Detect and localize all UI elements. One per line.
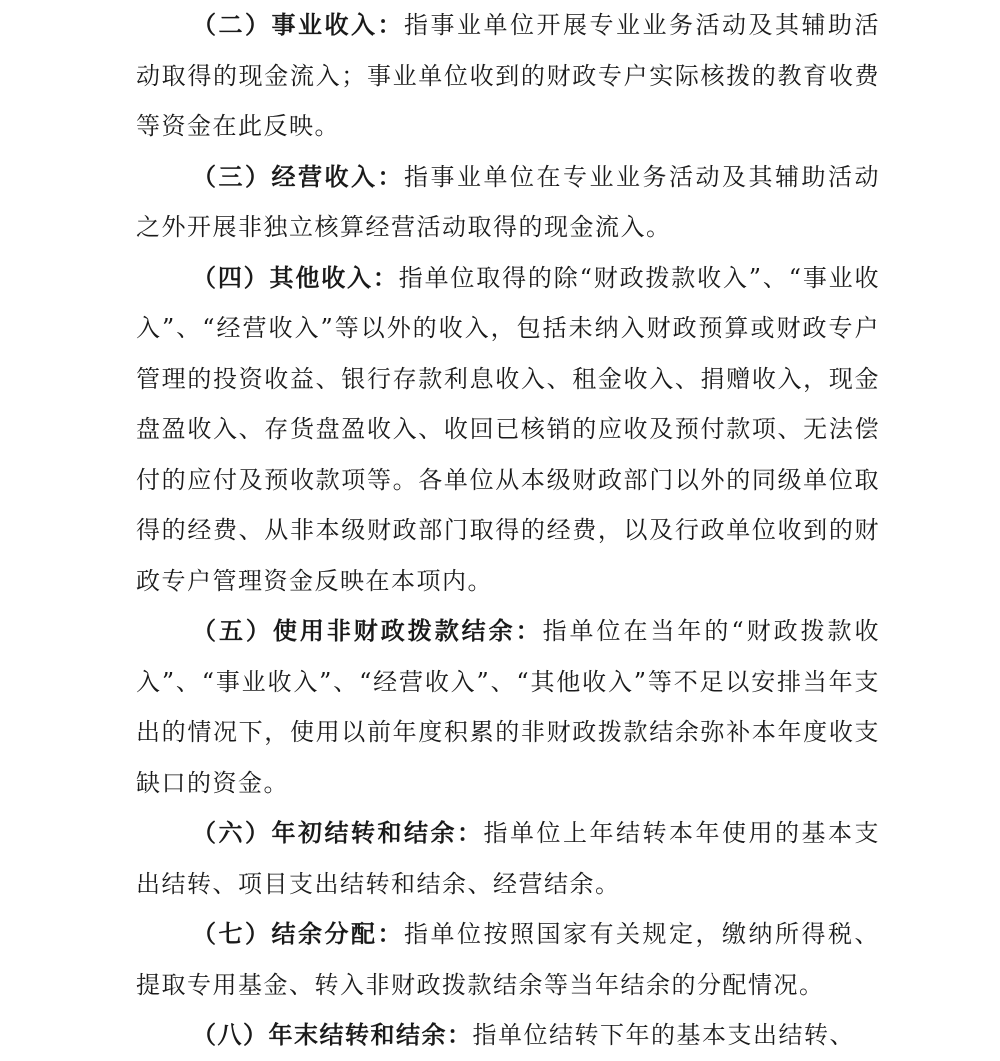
paragraph-heading: （八）年末结转和结余： xyxy=(192,1021,473,1049)
paragraph-heading: （三）经营收入： xyxy=(192,162,404,191)
document-page xyxy=(136,0,880,1061)
paragraph-heading: （五）使用非财政拨款结余： xyxy=(192,617,543,645)
paragraph-operating-income xyxy=(136,152,880,253)
paragraph-heading: （六）年初结转和结余： xyxy=(192,819,484,847)
paragraph-body: 指单位按照国家有关规定，缴纳所得税、提取专用基金、转入非财政拨款结余等当年结余的分配情况。 xyxy=(136,920,880,999)
paragraph-heading: （七）结余分配： xyxy=(192,920,404,948)
paragraph-closing-balance xyxy=(136,1010,880,1061)
paragraph-body: 指事业单位开展专业业务活动及其辅助活动取得的现金流入；事业单位收到的财政专户实际核拨的教育收费等资金在此反映。 xyxy=(136,11,880,140)
paragraph-heading: （二）事业收入： xyxy=(192,11,404,39)
paragraph-body: 指单位上年结转本年使用的基本支出结转、项目支出结转和结余、经营结余。 xyxy=(136,819,880,898)
paragraph-non-fiscal-balance xyxy=(136,606,880,808)
paragraph-body: 指单位取得的除“财政拨款收入”、“事业收入”、“经营收入”等以外的收入，包括未纳入财政预算或财政专户管理的投资收益、银行存款利息收入、租金收入、捐赠收入，现金盘盈收入、存货盘盈收入、收回已核销的应收及预付款项、无法偿付的应付及预收款项等。各单位从本级财政部门以外的同级单位取得的经费、从非本级财政部门取得的经费，以及行政单位收到的财政专户管理资金反映在本项内。 xyxy=(136,263,881,595)
paragraph-body: 指事业单位在专业业务活动及其辅助活动之外开展非独立核算经营活动取得的现金流入。 xyxy=(136,162,880,241)
paragraph-body: 指单位在当年的“财政拨款收入”、“事业收入”、“经营收入”、“其他收入”等不足以安排当年支出的情况下，使用以前年度积累的非财政拨款结余弥补本年度收支缺口的资金。 xyxy=(136,617,880,797)
paragraph-other-income xyxy=(136,253,880,607)
paragraph-body: 指单位结转下年的基本支出结转、 xyxy=(472,1021,855,1049)
paragraph-business-income xyxy=(136,0,880,152)
paragraph-balance-distribution xyxy=(136,909,880,1010)
paragraph-opening-balance xyxy=(136,808,880,909)
paragraph-heading: （四）其他收入： xyxy=(192,263,399,292)
